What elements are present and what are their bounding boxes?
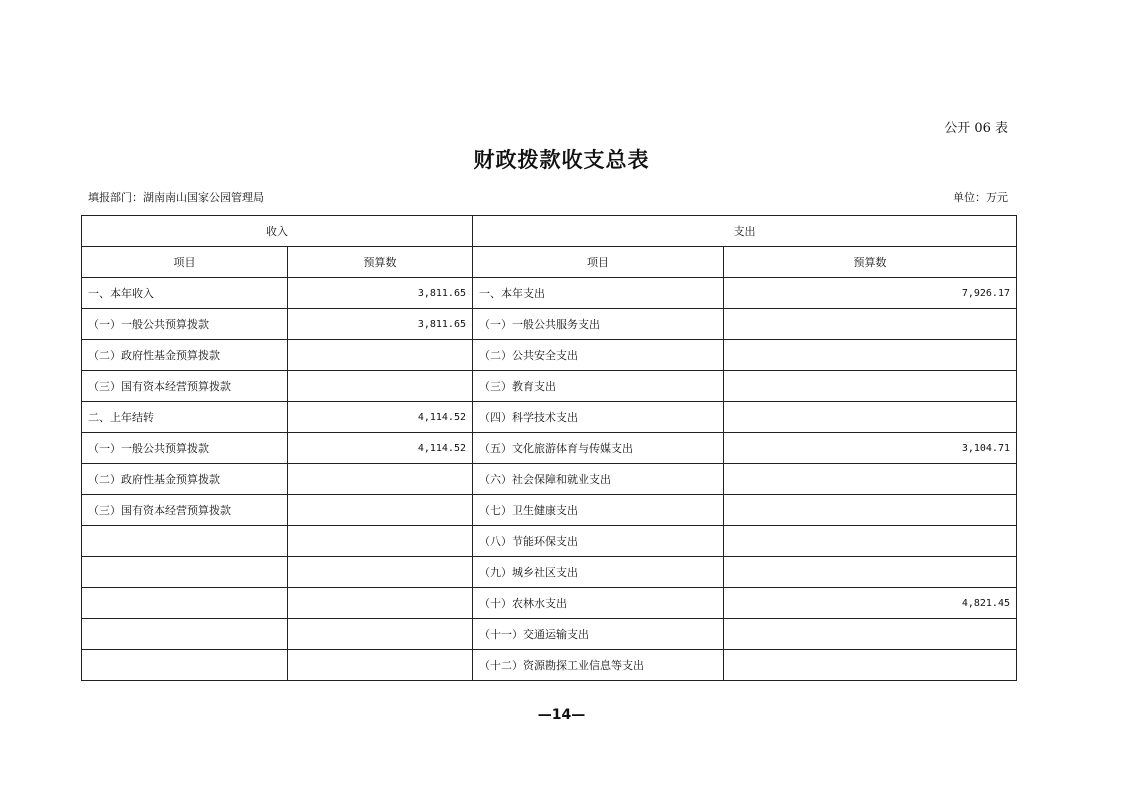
expense-item: （七）卫生健康支出 xyxy=(473,495,724,526)
table-row xyxy=(82,433,1017,464)
income-item xyxy=(82,619,288,650)
expense-item: （六）社会保障和就业支出 xyxy=(473,464,724,495)
income-amount xyxy=(288,371,473,402)
income-item-column-header: 项目 xyxy=(82,247,288,278)
section-header-row xyxy=(82,216,1017,247)
expense-amount xyxy=(724,402,1017,433)
income-item xyxy=(82,557,288,588)
form-number: 公开 06 表 xyxy=(944,121,1008,136)
expense-item: （二）公共安全支出 xyxy=(473,340,724,371)
income-amount: 3,811.65 xyxy=(288,309,473,340)
expense-item: （十一）交通运输支出 xyxy=(473,619,724,650)
income-item: （二）政府性基金预算拨款 xyxy=(82,340,288,371)
expense-item: （三）教育支出 xyxy=(473,371,724,402)
expense-amount xyxy=(724,650,1017,681)
income-amount: 3,811.65 xyxy=(288,278,473,309)
expense-item: 一、本年支出 xyxy=(473,278,724,309)
expense-amount xyxy=(724,495,1017,526)
expense-amount xyxy=(724,340,1017,371)
expense-item: （五）文化旅游体育与传媒支出 xyxy=(473,433,724,464)
table-row xyxy=(82,402,1017,433)
table-row xyxy=(82,526,1017,557)
table-row xyxy=(82,495,1017,526)
expense-item: （四）科学技术支出 xyxy=(473,402,724,433)
income-amount xyxy=(288,464,473,495)
expense-amount xyxy=(724,557,1017,588)
expense-header: 支出 xyxy=(473,216,1017,247)
income-item: （一）一般公共预算拨款 xyxy=(82,433,288,464)
expense-amount-column-header: 预算数 xyxy=(724,247,1017,278)
table-row xyxy=(82,309,1017,340)
page-title: 财政拨款收支总表 xyxy=(473,148,650,172)
income-item xyxy=(82,526,288,557)
income-amount xyxy=(288,619,473,650)
table-row xyxy=(82,557,1017,588)
expense-amount xyxy=(724,526,1017,557)
income-item: 二、上年结转 xyxy=(82,402,288,433)
income-amount-column-header: 预算数 xyxy=(288,247,473,278)
income-item: 一、本年收入 xyxy=(82,278,288,309)
income-amount xyxy=(288,588,473,619)
column-header-row xyxy=(82,247,1017,278)
table-row xyxy=(82,619,1017,650)
expense-item: （十）农林水支出 xyxy=(473,588,724,619)
income-header: 收入 xyxy=(82,216,473,247)
table-row xyxy=(82,464,1017,495)
income-amount: 4,114.52 xyxy=(288,402,473,433)
unit-label: 单位：万元 xyxy=(953,191,1008,204)
reporting-department: 填报部门：湖南南山国家公园管理局 xyxy=(88,191,264,204)
income-item xyxy=(82,588,288,619)
expense-item-column-header: 项目 xyxy=(473,247,724,278)
income-item: （三）国有资本经营预算拨款 xyxy=(82,371,288,402)
table-row xyxy=(82,650,1017,681)
income-amount xyxy=(288,650,473,681)
income-amount xyxy=(288,340,473,371)
income-amount xyxy=(288,557,473,588)
table-row xyxy=(82,371,1017,402)
expense-item: （九）城乡社区支出 xyxy=(473,557,724,588)
expense-amount xyxy=(724,309,1017,340)
expense-amount xyxy=(724,464,1017,495)
expense-amount xyxy=(724,619,1017,650)
expense-item: （一）一般公共服务支出 xyxy=(473,309,724,340)
table-row xyxy=(82,340,1017,371)
income-item: （一）一般公共预算拨款 xyxy=(82,309,288,340)
income-item: （三）国有资本经营预算拨款 xyxy=(82,495,288,526)
expense-amount: 3,104.71 xyxy=(724,433,1017,464)
table-row xyxy=(82,588,1017,619)
income-amount: 4,114.52 xyxy=(288,433,473,464)
page-number: —14— xyxy=(537,707,586,723)
expense-amount xyxy=(724,371,1017,402)
income-amount xyxy=(288,526,473,557)
income-amount xyxy=(288,495,473,526)
budget-table xyxy=(81,215,1017,681)
income-item: （二）政府性基金预算拨款 xyxy=(82,464,288,495)
income-item xyxy=(82,650,288,681)
expense-amount: 4,821.45 xyxy=(724,588,1017,619)
expense-amount: 7,926.17 xyxy=(724,278,1017,309)
table-row xyxy=(82,278,1017,309)
expense-item: （十二）资源勘探工业信息等支出 xyxy=(473,650,724,681)
expense-item: （八）节能环保支出 xyxy=(473,526,724,557)
